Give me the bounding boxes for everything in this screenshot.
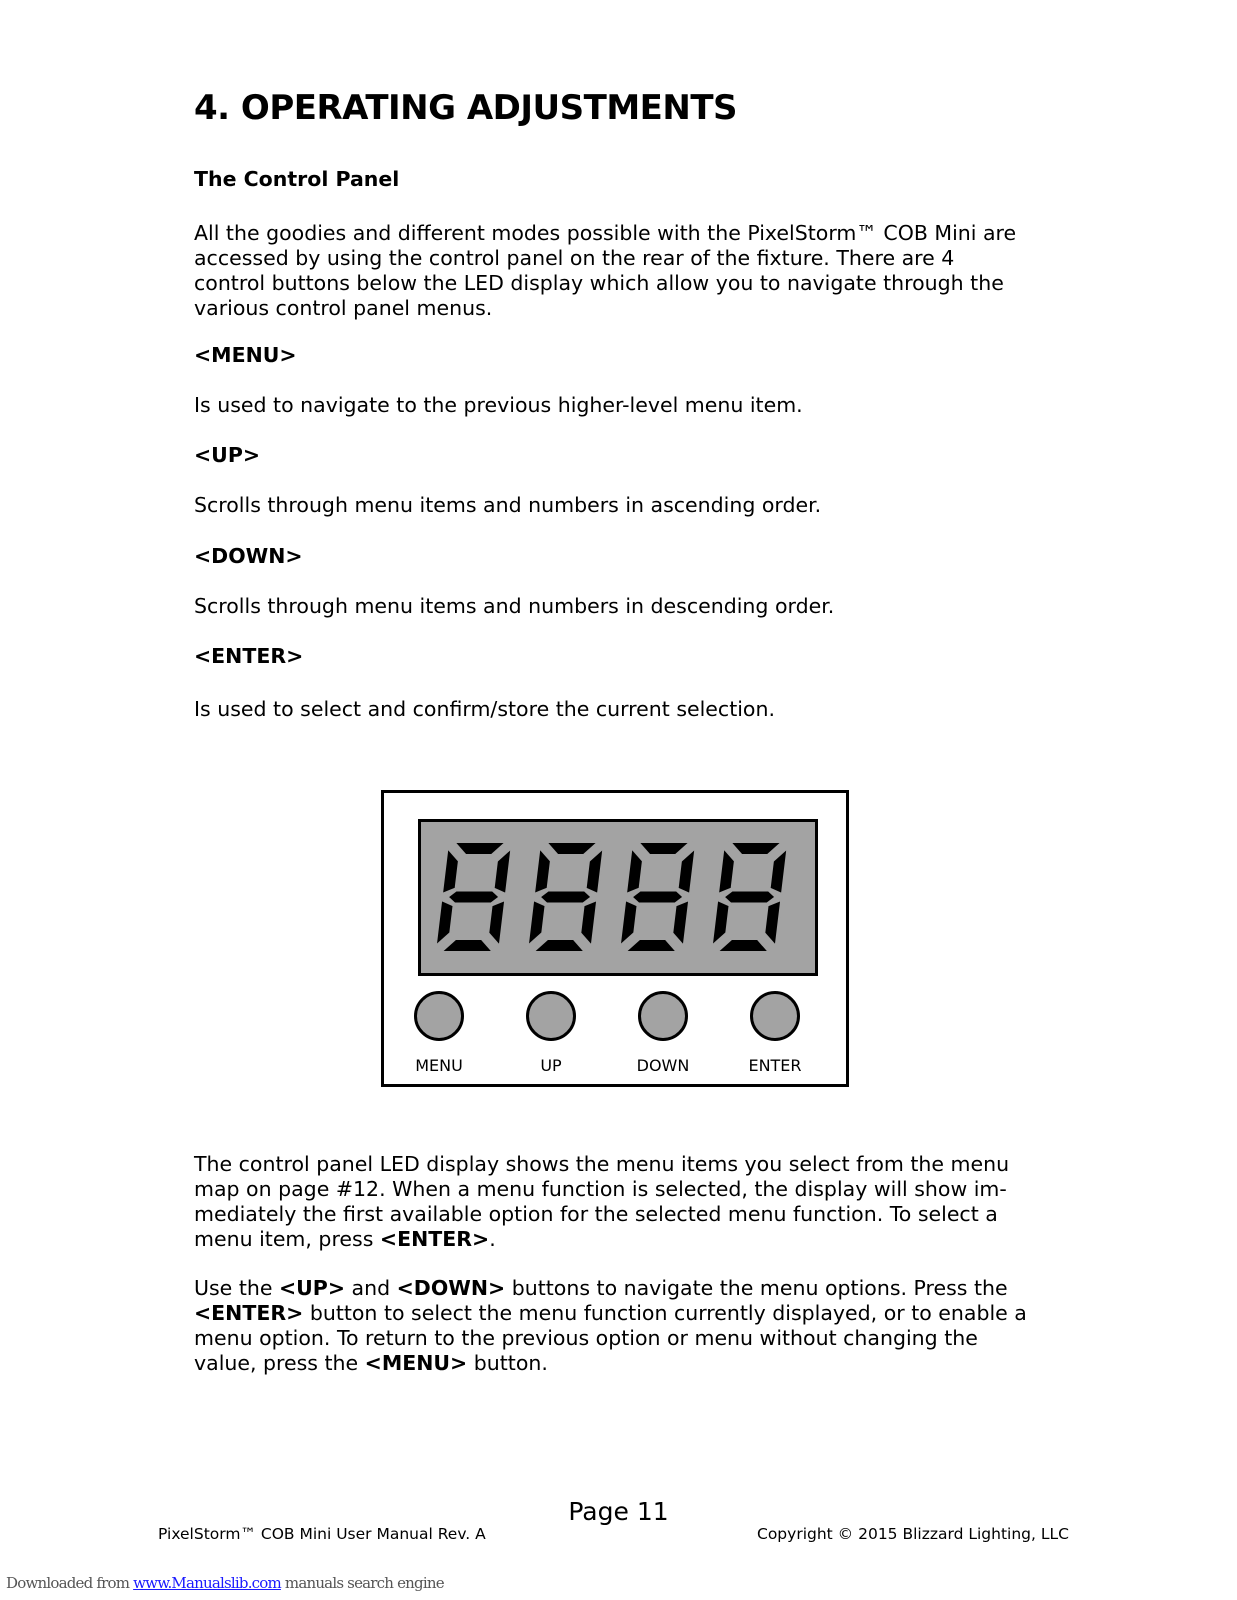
segment-b [770,848,788,894]
paragraph-display [194,1152,1034,1252]
segment-e [528,900,546,946]
segment-b [586,848,604,894]
up-button-graphic [526,991,576,1041]
up-heading: <UP> [194,443,261,467]
up-key-ref: <UP> [278,1276,346,1300]
segment-b [494,848,512,894]
control-panel-diagram [381,790,849,1087]
text-run: Use the [194,1276,279,1300]
seven-segment-digits [421,822,815,973]
segment-g [724,891,776,904]
paragraph-display-text: The control panel LED display shows the menu items you select from the menu map on page #12. When a menu function is selected, the display will show im-mediately the first available option for the selected menu function. To select a menu item, press [194,1152,1010,1251]
enter-button-graphic [750,991,800,1041]
page-number: Page 11 [568,1497,669,1526]
footer-manual-title: PixelStorm™ COB Mini User Manual Rev. A [158,1525,486,1543]
menu-key-ref: <MENU> [364,1351,468,1375]
text-run: button. [467,1351,548,1375]
paragraph-navigation [194,1276,1034,1376]
enter-button-label: ENTER [748,1056,802,1075]
text-run: and [345,1276,397,1300]
paragraph-display-end: . [489,1227,496,1251]
down-description: Scrolls through menu items and numbers in descending order. [194,594,835,618]
down-key-ref: <DOWN> [396,1276,506,1300]
page-title: 4. OPERATING ADJUSTMENTS [194,88,738,128]
enter-key-ref: <ENTER> [194,1301,304,1325]
menu-button-graphic [414,991,464,1041]
menu-button-label: MENU [415,1056,463,1075]
segment-a [730,842,782,855]
text-run: button to select the menu function currently displayed, or to enable a menu option. To return to the previous option or menu without changing the value, press the [194,1301,1027,1375]
segment-c [488,900,505,946]
segment-d [441,939,493,952]
manualslib-link[interactable]: www.Manualslib.com [133,1574,281,1592]
down-button-label: DOWN [636,1056,690,1075]
segment-e [712,900,730,946]
enter-description: Is used to select and confirm/store the current selection. [194,697,775,721]
segment-g [540,891,592,904]
download-prefix: Downloaded from [6,1574,134,1592]
segment-f [626,848,643,894]
led-display [418,819,818,976]
enter-key-ref: <ENTER> [379,1227,490,1251]
segment-a [454,842,506,855]
enter-heading: <ENTER> [194,644,304,668]
section-heading: The Control Panel [194,167,400,191]
intro-paragraph: All the goodies and different modes possible with the PixelStorm™ COB Mini are accessed by using the control panel on the rear of the fixture. There are 4 control buttons below the LED display which allow you to navigate through the various control panel menus. [194,221,1017,320]
segment-d [625,939,677,952]
segment-g [448,891,500,904]
segment-f [442,848,459,894]
segment-d [533,939,585,952]
segment-f [534,848,551,894]
segment-g [632,891,684,904]
segment-c [764,900,781,946]
segment-c [580,900,597,946]
segment-a [638,842,690,855]
segment-a [546,842,598,855]
segment-d [717,939,769,952]
segment-e [436,900,454,946]
segment-b [678,848,696,894]
download-notice [6,1574,444,1592]
up-button-label: UP [540,1056,562,1075]
down-heading: <DOWN> [194,544,303,568]
footer-copyright: Copyright © 2015 Blizzard Lighting, LLC [757,1525,1069,1543]
down-button-graphic [638,991,688,1041]
segment-f [718,848,735,894]
text-run: buttons to navigate the menu options. Press the [505,1276,1008,1300]
up-description: Scrolls through menu items and numbers in ascending order. [194,493,822,517]
download-suffix: manuals search engine [280,1574,444,1592]
menu-description: Is used to navigate to the previous higher-level menu item. [194,393,803,417]
segment-e [620,900,638,946]
menu-heading: <MENU> [194,343,297,367]
segment-c [672,900,689,946]
